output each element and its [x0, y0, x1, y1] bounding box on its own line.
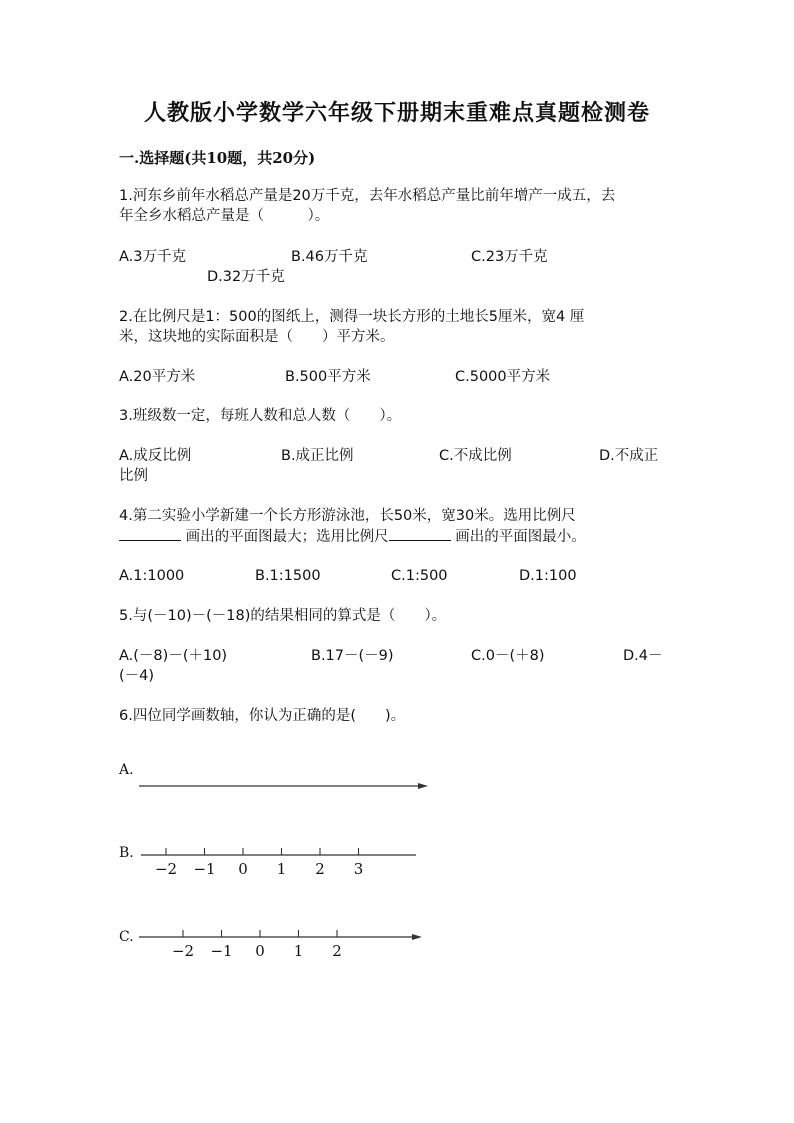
q4-option-a: A.1:1000 — [119, 568, 185, 584]
q6-option-a-label: A. — [119, 762, 134, 778]
q1-stem-line1: 1.河东乡前年水稻总产量是20万千克，去年水稻总产量比前年增产一成五，去 — [119, 188, 616, 204]
q5-option-a: A.(－8)－(＋10) — [119, 648, 228, 664]
q1-option-d: D.32万千克 — [207, 269, 285, 285]
q2-stem-line2: 米，这块地的实际面积是（ ）平方米。 — [119, 329, 395, 345]
number-line-a — [0, 775, 794, 800]
number-line-c-tick-label: 0 — [255, 942, 265, 960]
number-line-c-tick-label: 1 — [293, 942, 304, 960]
number-line-c-tick-label: −2 — [171, 942, 195, 960]
q4-option-b: B.1:1500 — [255, 568, 321, 584]
q1-option-c: C.23万千克 — [471, 249, 548, 265]
q5-option-d-wrap: (－4) — [119, 668, 155, 684]
q5-option-c: C.0－(＋8) — [471, 648, 545, 664]
number-line-b-tick-label: 1 — [276, 860, 287, 878]
q6-option-b-label: B. — [119, 845, 134, 861]
number-line-c-tick-label: −1 — [210, 942, 233, 960]
section-heading: 一.选择题(共10题，共20分) — [119, 149, 316, 167]
number-line-c-arrow-icon — [412, 934, 422, 940]
q1-option-b: B.46万千克 — [291, 249, 368, 265]
number-line-b-tick-label: 2 — [315, 860, 325, 878]
q2-option-a: A.20平方米 — [119, 369, 196, 385]
q6-option-c-label: C. — [119, 929, 134, 945]
q4-blank-1[interactable] — [119, 526, 181, 541]
q3-option-a: A.成反比例 — [119, 448, 192, 464]
q4-stem-part2: 画出的平面图最大；选用比例尺 — [185, 529, 389, 545]
number-line-a-arrow-icon — [418, 783, 428, 789]
number-line-b — [0, 840, 794, 885]
q6-stem: 6.四位同学画数轴，你认为正确的是( )。 — [119, 708, 406, 724]
number-line-b-tick-label: −2 — [154, 860, 178, 878]
q2-option-c: C.5000平方米 — [455, 369, 551, 385]
page-title: 人教版小学数学六年级下册期末重难点真题检测卷 — [143, 100, 650, 126]
q3-option-d-wrap: 比例 — [119, 468, 148, 484]
q3-option-c: C.不成比例 — [439, 448, 512, 464]
number-line-b-tick-label: 3 — [353, 860, 364, 878]
q3-option-d: D.不成正 — [599, 448, 659, 464]
q4-stem-line2 — [119, 526, 586, 547]
q1-option-a: A.3万千克 — [119, 249, 186, 265]
q4-option-d: D.1:100 — [519, 568, 577, 584]
number-line-b-tick-label: 0 — [238, 860, 248, 878]
q3-stem: 3.班级数一定，每班人数和总人数（ ）。 — [119, 408, 402, 424]
q4-option-c: C.1:500 — [391, 568, 448, 584]
q2-option-b: B.500平方米 — [285, 369, 371, 385]
q5-stem: 5.与(－10)－(－18)的结果相同的算式是（ ）。 — [119, 608, 447, 624]
q4-stem-line1: 4.第二实验小学新建一个长方形游泳池，长50米，宽30米。选用比例尺 — [119, 508, 576, 524]
number-line-c — [0, 922, 794, 967]
q2-stem-line1: 2.在比例尺是1：500的图纸上，测得一块长方形的土地长5厘米，宽4 厘 — [119, 309, 585, 325]
q5-option-d: D.4－ — [623, 648, 663, 664]
q5-option-b: B.17－(－9) — [311, 648, 394, 664]
q4-stem-part3: 画出的平面图最小。 — [455, 529, 586, 545]
number-line-b-tick-label: −1 — [193, 860, 216, 878]
q4-blank-2[interactable] — [389, 526, 451, 541]
number-line-c-tick-label: 2 — [332, 942, 342, 960]
q3-option-b: B.成正比例 — [281, 448, 354, 464]
q1-stem-line2: 年全乡水稻总产量是（ ）。 — [119, 208, 330, 224]
